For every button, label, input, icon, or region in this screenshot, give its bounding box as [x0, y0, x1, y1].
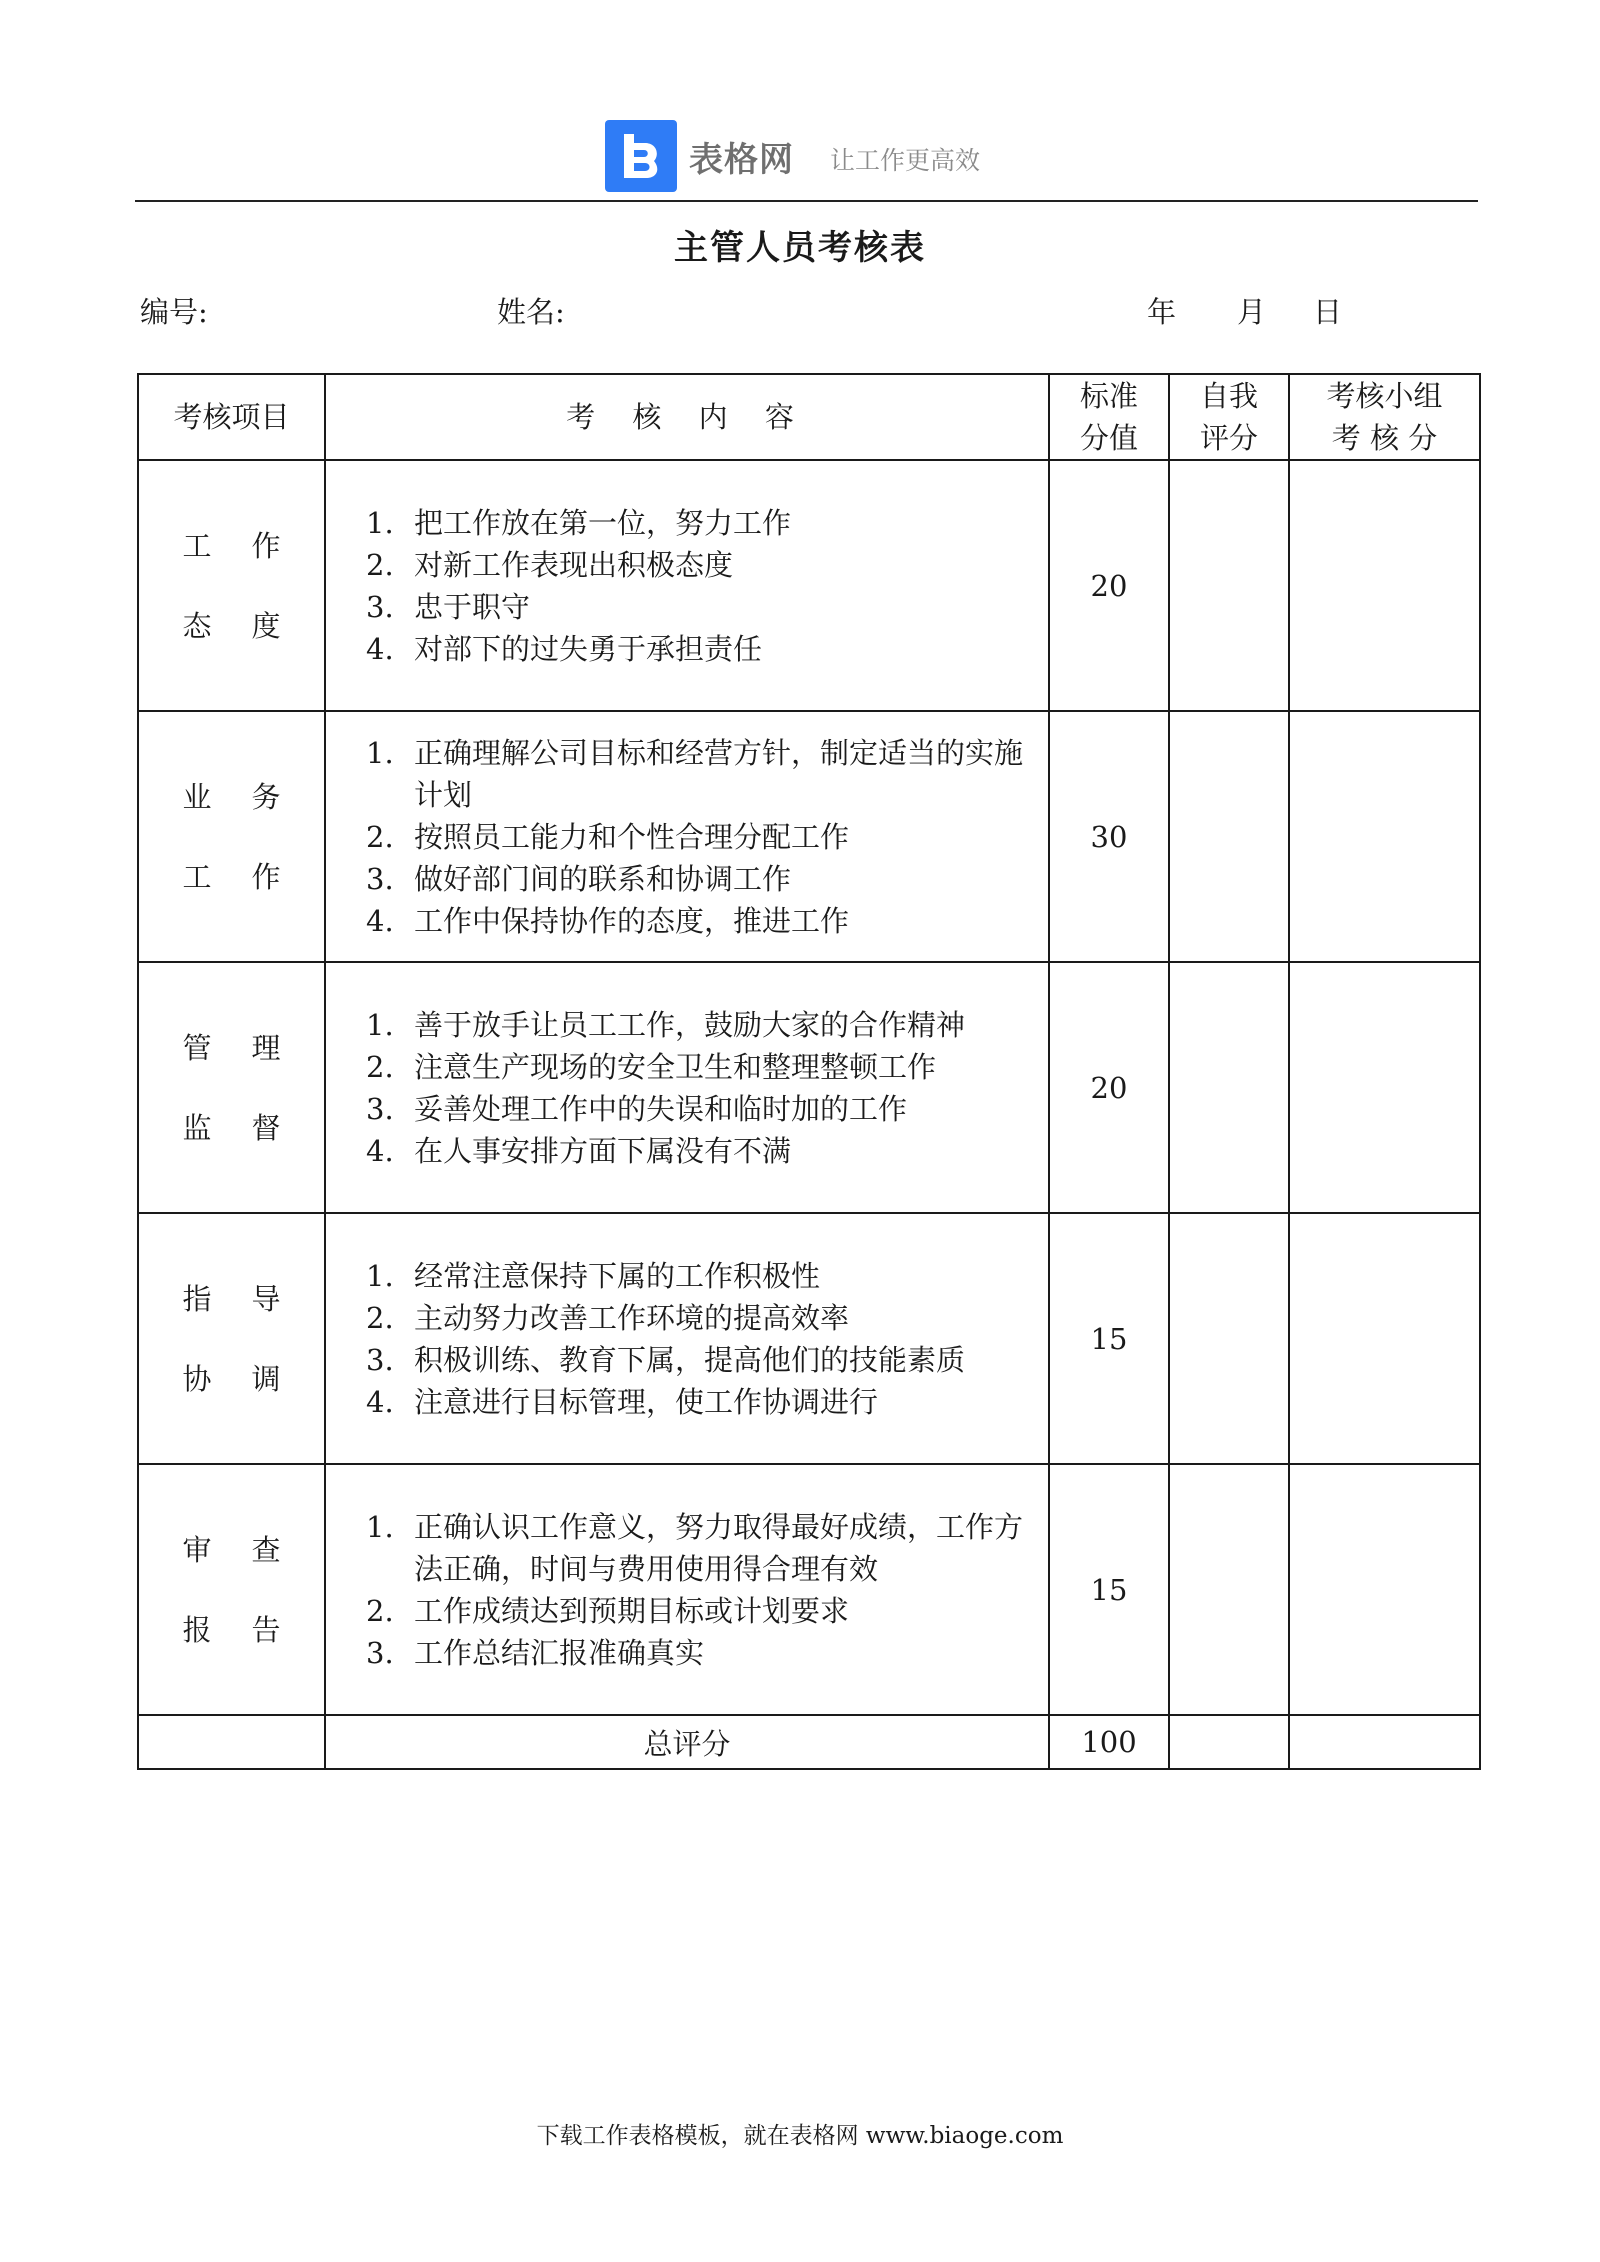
logo-name: 表格网	[689, 139, 794, 180]
category-line: 指导	[182, 1281, 321, 1316]
table-header-row	[138, 374, 1480, 460]
section-content	[325, 1213, 1049, 1464]
header-divider	[135, 200, 1478, 202]
section-row	[138, 460, 1480, 711]
item-number: 2.	[366, 819, 394, 854]
self-score-cell[interactable]	[1169, 962, 1289, 1213]
item-number: 1.	[366, 1509, 394, 1544]
standard-score: 15	[1049, 1464, 1169, 1715]
section-row	[138, 1213, 1480, 1464]
standard-score: 15	[1049, 1213, 1169, 1464]
section-category	[138, 962, 325, 1213]
content-item	[366, 1339, 1046, 1381]
section-category	[138, 1213, 325, 1464]
section-row	[138, 1464, 1480, 1715]
content-item	[366, 586, 1046, 628]
content-item	[366, 1381, 1046, 1423]
item-text: 经常注意保持下属的工作积极性	[414, 1258, 821, 1293]
group-score-cell[interactable]	[1289, 1464, 1480, 1715]
item-text: 善于放手让员工工作，鼓励大家的合作精神	[414, 1007, 966, 1042]
content-item	[366, 1004, 1046, 1046]
section-row	[138, 962, 1480, 1213]
item-number: 3.	[366, 1635, 394, 1670]
item-number: 1.	[366, 1007, 394, 1042]
group-score-cell[interactable]	[1289, 711, 1480, 962]
header-self-line1: 自我	[1199, 379, 1258, 413]
item-text: 做好部门间的联系和协调工作	[414, 861, 792, 896]
item-text: 工作中保持协作的态度，推进工作	[414, 903, 850, 938]
section-content	[325, 711, 1049, 962]
item-number: 4.	[366, 1384, 394, 1419]
item-number: 4.	[366, 631, 394, 666]
content-item	[366, 502, 1046, 544]
section-row	[138, 711, 1480, 962]
total-group-score-cell[interactable]	[1289, 1715, 1480, 1769]
category-line: 管理	[182, 1030, 321, 1065]
self-score-cell[interactable]	[1169, 1213, 1289, 1464]
header-group-line1: 考核小组	[1326, 379, 1443, 413]
content-item	[366, 816, 1046, 858]
assessment-sections	[138, 460, 1480, 1715]
section-content	[325, 460, 1049, 711]
page-title: 主管人员考核表	[674, 228, 926, 268]
self-score-cell[interactable]	[1169, 711, 1289, 962]
item-number: 2.	[366, 1049, 394, 1084]
group-score-cell[interactable]	[1289, 1213, 1480, 1464]
content-item	[366, 628, 1046, 670]
category-line: 审查	[182, 1532, 321, 1567]
content-item	[366, 900, 1046, 942]
item-text: 妥善处理工作中的失误和临时加的工作	[414, 1091, 908, 1126]
content-item	[366, 858, 1046, 900]
group-score-cell[interactable]	[1289, 962, 1480, 1213]
header-standard-line2: 分值	[1079, 421, 1138, 455]
item-text: 对新工作表现出积极态度	[414, 547, 734, 582]
item-number: 3.	[366, 1342, 394, 1377]
header-item: 考核项目	[138, 374, 325, 460]
id-label: 编号:	[140, 295, 208, 329]
item-number: 3.	[366, 861, 394, 896]
item-number: 2.	[366, 1300, 394, 1335]
section-content	[325, 962, 1049, 1213]
name-label: 姓名:	[497, 295, 565, 329]
item-number: 1.	[366, 505, 394, 540]
item-text: 工作总结汇报准确真实	[414, 1635, 705, 1670]
content-item	[366, 1255, 1046, 1297]
header-standard-line1: 标准	[1079, 379, 1138, 413]
item-number: 2.	[366, 1593, 394, 1628]
item-text: 在人事安排方面下属没有不满	[414, 1133, 792, 1168]
item-text: 注意生产现场的安全卫生和整理整顿工作	[414, 1049, 937, 1084]
content-item	[366, 732, 1046, 816]
item-text: 主动努力改善工作环境的提高效率	[414, 1300, 850, 1335]
item-text: 正确理解公司目标和经营方针，制定适当的实施计划	[414, 735, 1024, 812]
item-number: 4.	[366, 1133, 394, 1168]
item-text: 工作成绩达到预期目标或计划要求	[414, 1593, 850, 1628]
category-line: 监督	[182, 1110, 321, 1145]
assessment-table	[137, 373, 1481, 1770]
header-logo	[605, 120, 980, 192]
item-number: 2.	[366, 547, 394, 582]
category-line: 报告	[182, 1612, 321, 1647]
category-line: 工作	[182, 528, 321, 563]
total-row	[138, 1715, 1480, 1769]
footer-text: 下载工作表格模板，就在表格网 www.biaoge.com	[536, 2123, 1064, 2149]
content-item	[366, 1297, 1046, 1339]
item-number: 1.	[366, 1258, 394, 1293]
content-item	[366, 1590, 1046, 1632]
section-category	[138, 711, 325, 962]
standard-score: 20	[1049, 962, 1169, 1213]
item-text: 按照员工能力和个性合理分配工作	[414, 819, 850, 854]
item-number: 1.	[366, 735, 394, 770]
header-self-score	[1169, 374, 1289, 460]
year-label: 年	[1147, 295, 1177, 329]
month-label: 月	[1237, 295, 1267, 329]
item-text: 把工作放在第一位，努力工作	[414, 505, 792, 540]
section-category	[138, 460, 325, 711]
day-label: 日	[1313, 295, 1343, 329]
total-label: 总评分	[325, 1715, 1049, 1769]
content-item	[366, 1088, 1046, 1130]
header-group-line2: 考 核 分	[1331, 421, 1438, 455]
item-number: 3.	[366, 1091, 394, 1126]
header-content: 考 核 内 容	[325, 374, 1049, 460]
standard-score: 30	[1049, 711, 1169, 962]
b-logo-icon	[605, 120, 677, 192]
total-self-score-cell[interactable]	[1169, 1715, 1289, 1769]
total-blank-cell	[138, 1715, 325, 1769]
section-category	[138, 1464, 325, 1715]
content-item	[366, 1632, 1046, 1674]
self-score-cell[interactable]	[1169, 1464, 1289, 1715]
content-item	[366, 544, 1046, 586]
content-item	[366, 1506, 1046, 1590]
item-text: 对部下的过失勇于承担责任	[414, 631, 763, 666]
header-self-line2: 评分	[1199, 421, 1258, 455]
item-number: 3.	[366, 589, 394, 624]
standard-score: 20	[1049, 460, 1169, 711]
category-line: 协调	[182, 1361, 321, 1396]
self-score-cell[interactable]	[1169, 460, 1289, 711]
category-line: 业务	[182, 779, 321, 814]
total-score: 100	[1049, 1715, 1169, 1769]
item-text: 正确认识工作意义，努力取得最好成绩，工作方法正确，时间与费用使用得合理有效	[414, 1509, 1024, 1586]
item-text: 忠于职守	[414, 589, 531, 624]
item-text: 积极训练、教育下属，提高他们的技能素质	[414, 1342, 966, 1377]
item-text: 注意进行目标管理，使工作协调进行	[414, 1384, 879, 1419]
header-group-score	[1289, 374, 1480, 460]
content-item	[366, 1130, 1046, 1172]
group-score-cell[interactable]	[1289, 460, 1480, 711]
item-number: 4.	[366, 903, 394, 938]
header-standard	[1049, 374, 1169, 460]
content-item	[366, 1046, 1046, 1088]
category-line: 工作	[182, 859, 321, 894]
category-line: 态度	[182, 608, 321, 643]
logo-slogan: 让工作更高效	[830, 146, 981, 175]
section-content	[325, 1464, 1049, 1715]
